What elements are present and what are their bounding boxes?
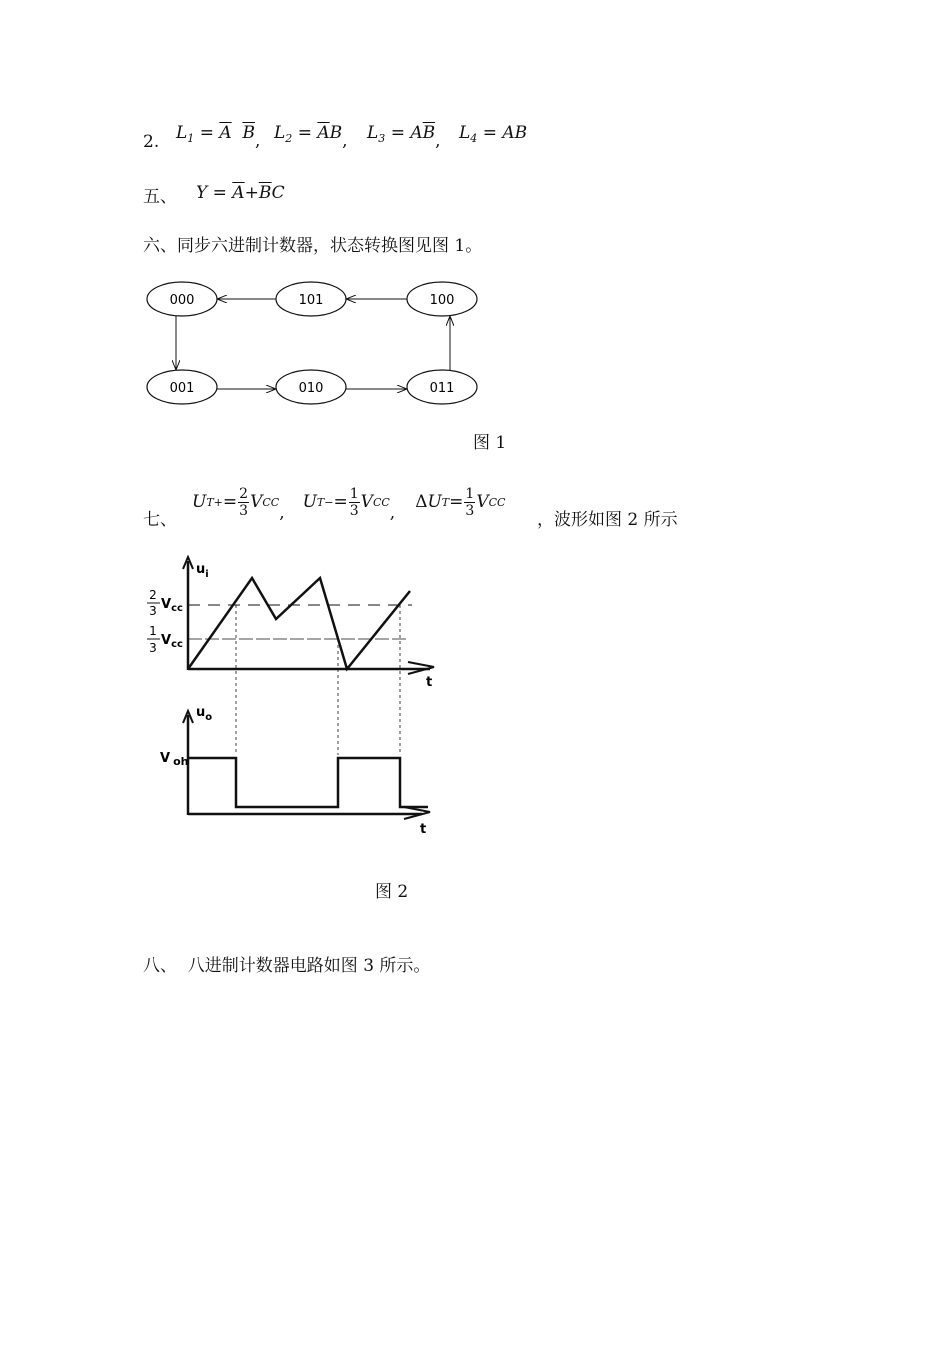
state-011-label: 011 [429, 381, 455, 396]
uo-waveform [188, 758, 428, 807]
state-010-label: 010 [298, 381, 324, 396]
item-8-text: 八、 八进制计数器电路如图 3 所示。 [143, 956, 431, 976]
frac-1-num: 1 [149, 624, 157, 638]
item-7-label: 七、 [143, 510, 177, 530]
equation-L2: $L_2 = \overline{A}B$, [274, 123, 348, 151]
item-2-line [143, 132, 159, 152]
equation-thresholds: U T+ = $\frac{2}{3}$ V CC , U T− = $\frac{1}{3}$ V CC , Δ U T = $\frac{1}{3}$ V CC [192, 485, 506, 523]
ui-label: $u_i$ [196, 562, 209, 580]
frac-1-den: 3 [149, 641, 157, 655]
ui-waveform [188, 578, 410, 669]
equation-L1: $L_1 = \overline{A}$ $\overline{B}$, [176, 123, 261, 151]
state-001-label: 001 [169, 381, 195, 396]
figure-2-waveforms [140, 555, 450, 845]
vcc-label-upper: $V_{cc}$ [161, 597, 183, 614]
frac-2-den: 3 [149, 604, 157, 618]
vcc-label-lower: $V_{cc}$ [161, 633, 183, 650]
state-101-label: 101 [298, 293, 324, 308]
item-7-tail: ，波形如图 2 所示 [537, 510, 678, 530]
item-6-text: 六、同步六进制计数器，状态转换图见图 1。 [143, 236, 483, 256]
item-number: 2. [143, 132, 160, 152]
voh-label: V $_{oh}$ [160, 751, 189, 768]
equation-Y: $Y = \overline{A}+\overline{B}C$ [196, 183, 285, 203]
item-5-label: 五、 [143, 187, 177, 207]
figure-2-caption: 图 2 [375, 882, 409, 902]
state-000-label: 000 [169, 293, 195, 308]
equation-L4: $L_4$ = AB [459, 123, 528, 145]
t-label-top: t [426, 675, 433, 690]
t-label-bottom: t [420, 822, 427, 837]
equation-L3: $L_3 = A\overline{B}$, [367, 123, 441, 151]
figure-1-caption: 图 1 [473, 433, 507, 453]
frac-2-num: 2 [149, 588, 157, 602]
state-100-label: 100 [429, 293, 455, 308]
figure-1-state-diagram [140, 275, 490, 410]
uo-label: $u_o$ [196, 705, 213, 723]
